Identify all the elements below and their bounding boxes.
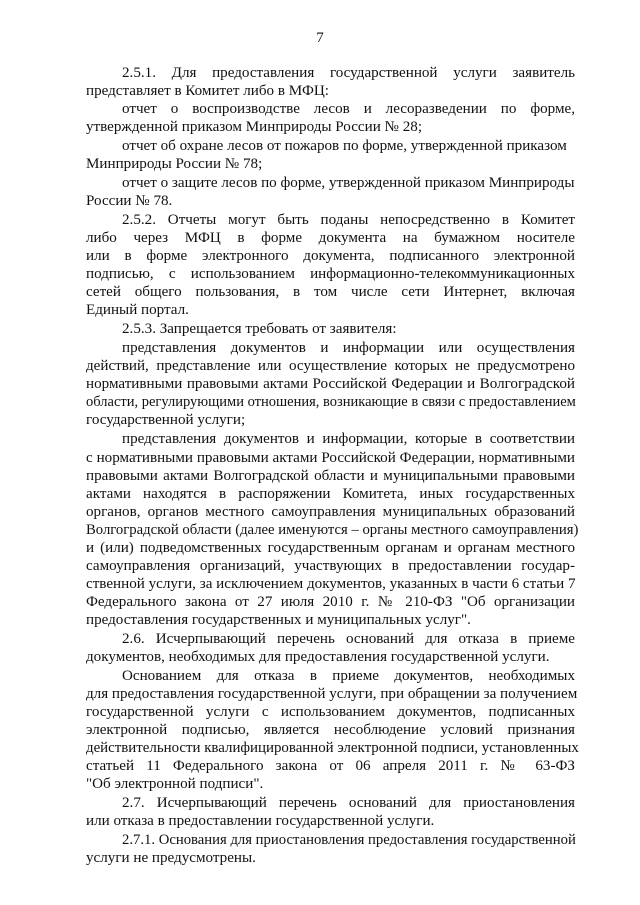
text-line: действий, представление или осуществление которых не предусмотрено (86, 358, 575, 374)
text-line: правовыми актами Волгоградской области и муниципальными правовыми (86, 468, 575, 484)
text-line: государственной услуги; (86, 412, 246, 428)
text-line: и (или) подведомственных государственным органам и органам местного (86, 540, 575, 556)
text-line: нормативными правовыми актами Российской Федерации и Волгоградской (86, 376, 575, 392)
text-line: ственной услуги, за исключением документов, указанных в части 6 статьи 7 (86, 576, 576, 592)
text-line: государственной услуги с использованием документов, подписанных (86, 704, 575, 720)
text-line: документов, необходимых для предоставления государственной услуги. (86, 649, 550, 665)
text-line: или отказа в предоставлении государственной услуги. (86, 813, 435, 829)
text-line: 2.5.2. Отчеты могут быть поданы непосредственно в Комитет (122, 212, 575, 228)
text-line: 2.5.3. Запрещается требовать от заявителя: (122, 321, 397, 337)
text-line: подписью, с использованием информационно-телекоммуникационных (86, 266, 575, 282)
text-line: актами находятся в распоряжении Комитета, иных государственных (86, 486, 575, 502)
text-line: 2.7.1. Основания для приостановления предоставления государственной (122, 832, 576, 848)
text-line: отчет о воспроизводстве лесов и лесоразведении по форме, (122, 101, 575, 117)
text-line: утвержденной приказом Минприроды России № 28; (86, 119, 423, 135)
text-line: представления документов и информации или осуществления (122, 340, 575, 356)
text-line: 2.5.1. Для предоставления государственной услуги заявитель (122, 65, 575, 81)
text-line: Единый портал. (86, 302, 189, 318)
text-line: области, регулирующими отношения, возникающие в связи с предоставлением (86, 394, 576, 410)
text-line: органов, органов местного самоуправления муниципальных образований (86, 504, 575, 520)
text-line: Федерального закона от 27 июля 2010 г. № 210-ФЗ "Об организации (86, 594, 575, 610)
page-number: 7 (316, 30, 324, 46)
text-line: "Об электронной подписи". (86, 776, 264, 792)
text-line: отчет о защите лесов по форме, утвержденной приказом Минприроды (122, 175, 575, 191)
text-line: услуги не предусмотрены. (86, 850, 256, 866)
text-line: отчет об охране лесов от пожаров по форме, утвержденной приказом (122, 138, 567, 154)
text-line: представляет в Комитет либо в МФЦ: (86, 83, 329, 99)
text-line: представления документов и информации, которые в соответствии (122, 431, 575, 447)
text-line: либо через МФЦ в форме документа на бумажном носителе (86, 230, 575, 246)
text-line: с нормативными правовыми актами Российской Федерации, нормативными (86, 450, 575, 466)
text-line: России № 78. (86, 193, 173, 209)
text-line: для предоставления государственной услуги, при обращении за получением (86, 686, 578, 702)
text-line: статьей 11 Федерального закона от 06 апреля 2011 г. № 63-ФЗ (86, 758, 575, 774)
text-line: 2.7. Исчерпывающий перечень оснований для приостановления (122, 795, 575, 811)
text-line: Волгоградской области (далее именуются – органы местного самоуправления) (86, 522, 579, 538)
text-line: самоуправления организаций, участвующих в предоставлении государ- (86, 558, 575, 574)
text-line: 2.6. Исчерпывающий перечень оснований для отказа в приеме (122, 631, 575, 647)
text-line: Основанием для отказа в приеме документов, необходимых (122, 668, 575, 684)
text-line: или в форме электронного документа, подписанного электронной (86, 248, 575, 264)
text-line: сетей общего пользования, в том числе сети Интернет, включая (86, 284, 575, 300)
text-line: Минприроды России № 78; (86, 156, 263, 172)
text-line: электронной подписью, является несоблюдение условий признания (86, 722, 575, 738)
text-line: предоставления государственных и муниципальных услуг". (86, 612, 471, 628)
text-line: действительности квалифицированной электронной подписи, установленных (86, 740, 579, 756)
